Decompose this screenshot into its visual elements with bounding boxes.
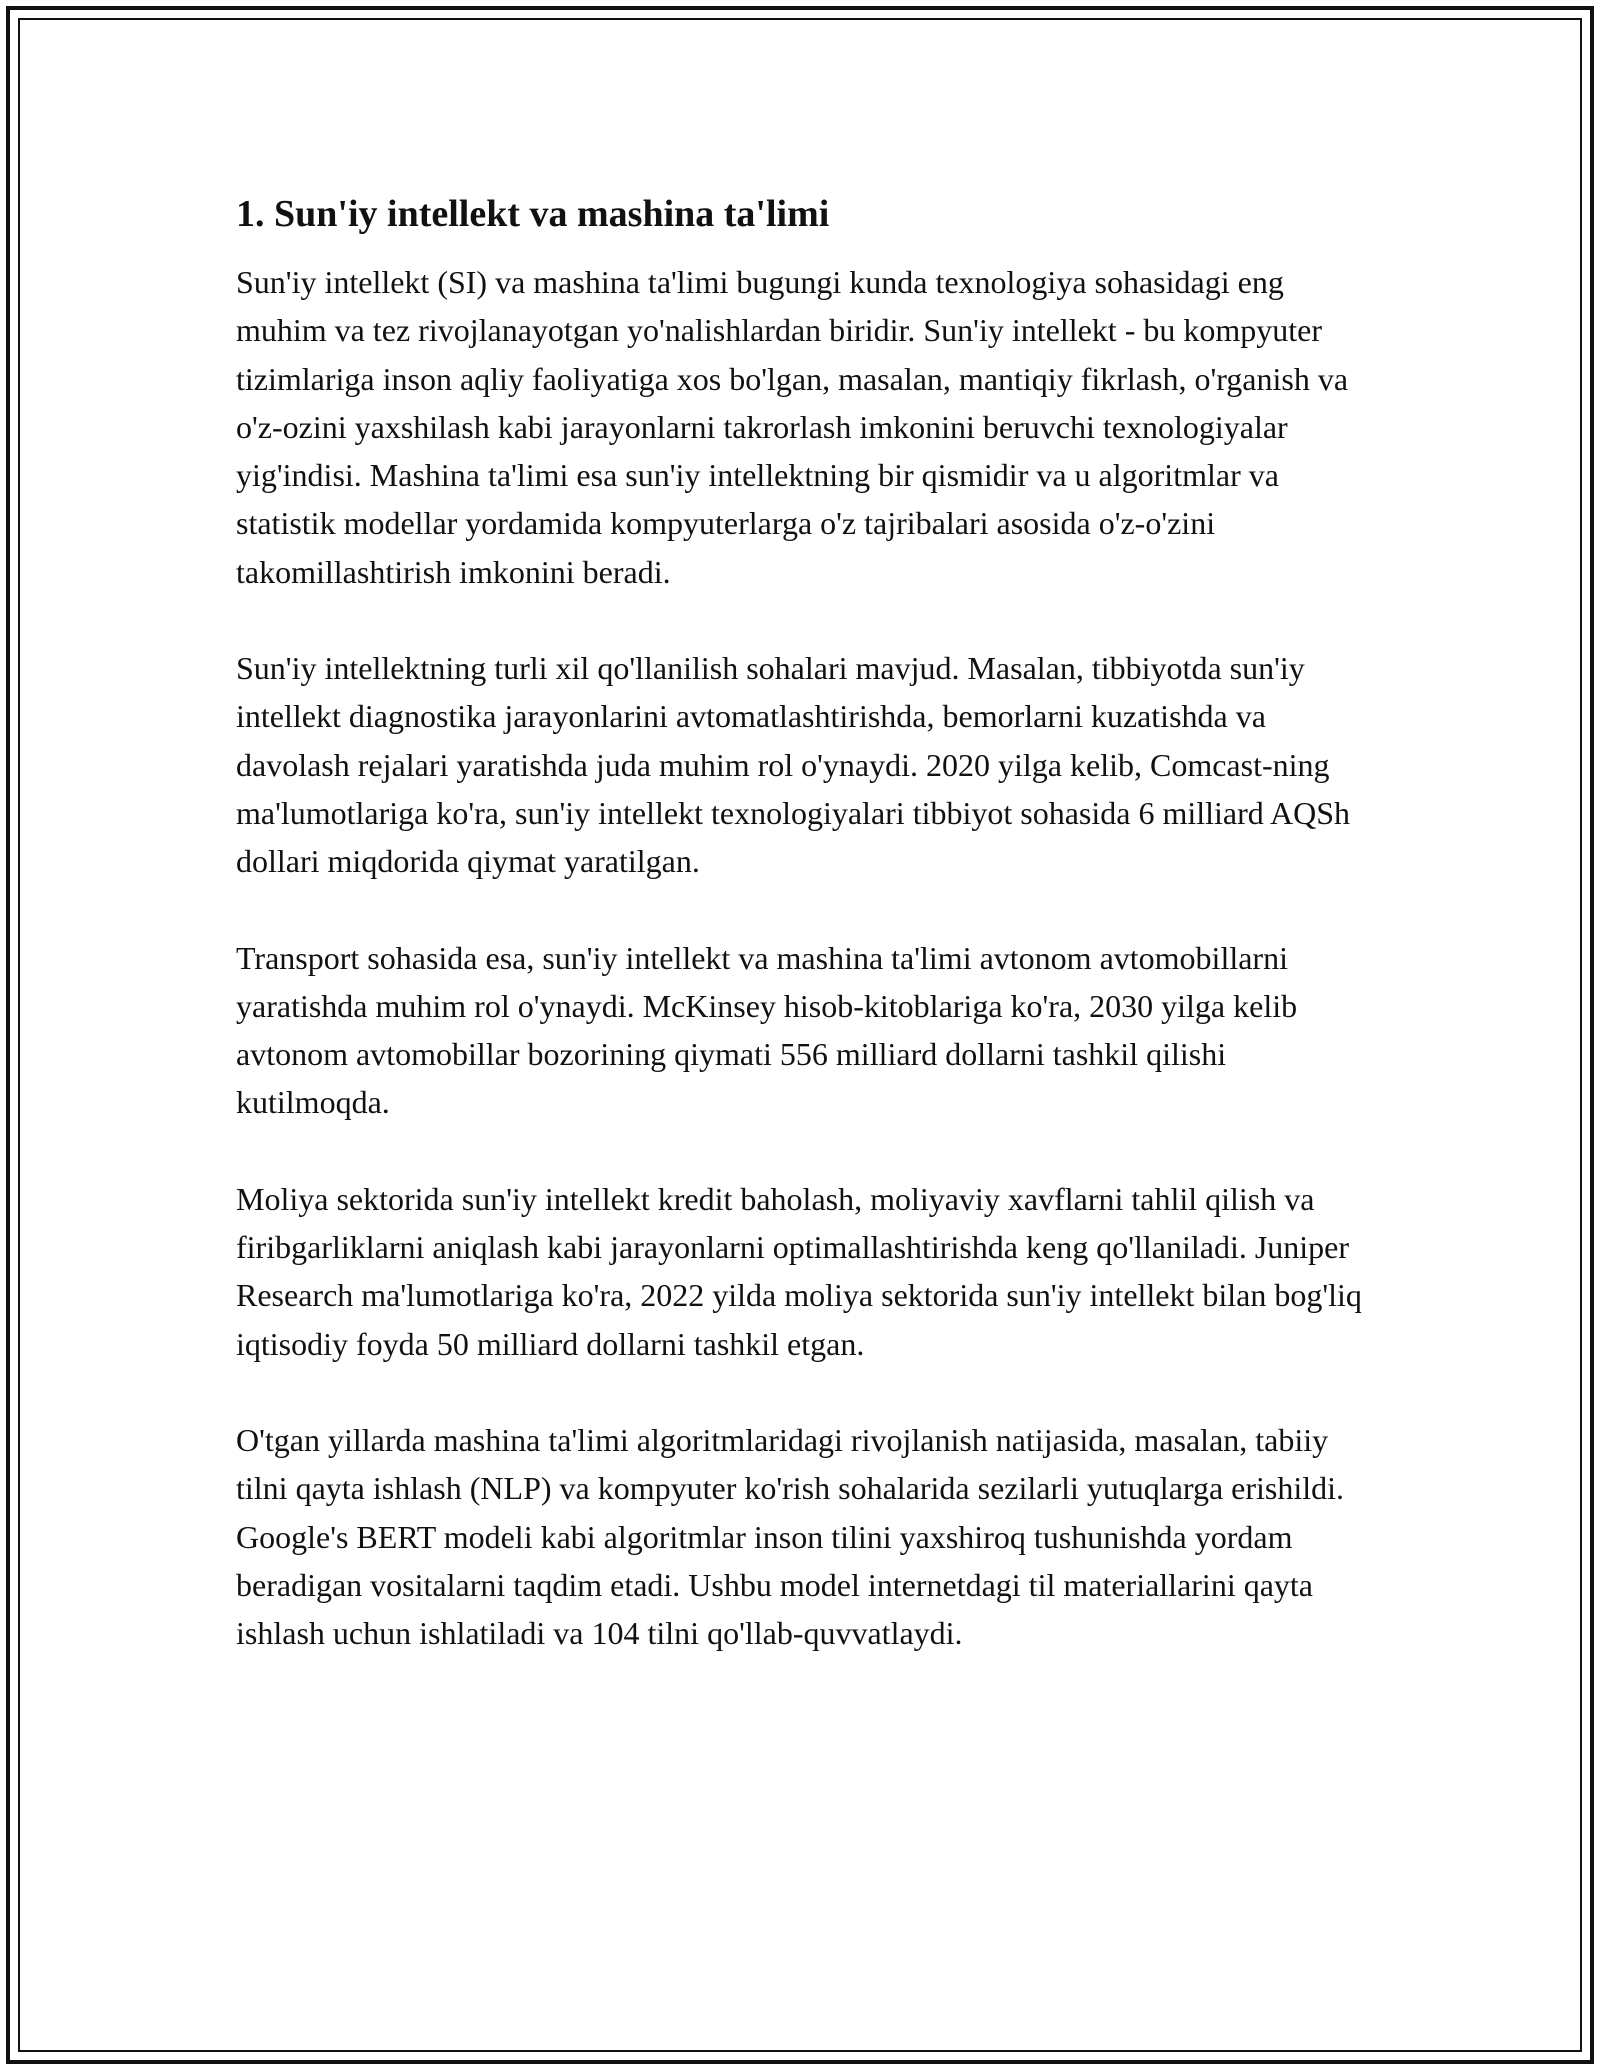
paragraph-medicine: Sun'iy intellektning turli xil qo'llanilish sohalari mavjud. Masalan, tibbiyotda sun'iy intellekt diagnostika jarayonlarini avtomatlashtirishda, bemorlarni kuzatishda va davolash rejalari yaratishda juda muhim rol o'ynaydi. 2020 yilga kelib, Comcast-ning ma'lumotlariga ko'ra, sun'iy intellekt texnologiyalari tibbiyot sohasida 6 milliard AQSh dollari miqdorida qiymat yaratilgan. bbox=[236, 650, 1351, 880]
paragraph-intro: Sun'iy intellekt (SI) va mashina ta'limi bugungi kunda texnologiya sohasidagi eng muhim va tez rivojlanayotgan yo'nalishlardan biridir. Sun'iy intellekt - bu kompyuter tizimlariga inson aqliy faoliyatiga xos bo'lgan, masalan, mantiqiy fikrlash, o'rganish va o'z-ozini yaxshilash kabi jarayonlarni takrorlash imkonini beruvchi texnologiyalar yig'indisi. Mashina ta'limi esa sun'iy intellektning bir qismidir va u algoritmlar va statistik modellar yordamida kompyuterlarga o'z tajribalari asosida o'z-o'zini takomillashtirish imkonini beradi. bbox=[236, 264, 1349, 590]
paragraph-nlp: O'tgan yillarda mashina ta'limi algoritmlaridagi rivojlanish natijasida, masalan, tabiiy tilni qayta ishlash (NLP) va kompyuter ko'rish sohalarida sezilarli yutuqlarga erishildi. Google's BERT modeli kabi algoritmlar inson tilini yaxshiroq tushunishda yordam beradigan vositalarni taqdim etadi. Ushbu model internetdagi til materiallarini qayta ishlash uchun ishlatiladi va 104 tilni qo'llab-quvvatlaydi. bbox=[236, 1421, 1345, 1652]
paragraph-finance: Moliya sektorida sun'iy intellekt kredit baholash, moliyaviy xavflarni tahlil qilish va firibgarliklarni aniqlash kabi jarayonlarni optimallashtirishda keng qo'llaniladi. Juniper Research ma'lumotlariga ko'ra, 2022 yilda moliya sektorida sun'iy intellekt bilan bog'liq iqtisodiy foyda 50 milliard dollarni tashkil etgan. bbox=[236, 1180, 1362, 1362]
document-body bbox=[236, 186, 1376, 1705]
section-heading: 1. Sun'iy intellekt va mashina ta'limi bbox=[236, 193, 830, 235]
paragraph-transport: Transport sohasida esa, sun'iy intellekt va mashina ta'limi avtonom avtomobillarni yaratishda muhim rol o'ynaydi. McKinsey hisob-kitoblariga ko'ra, 2030 yilga kelib avtonom avtomobillar bozorining qiymati 556 milliard dollarni tashkil qilishi kutilmoqda. bbox=[236, 939, 1298, 1121]
